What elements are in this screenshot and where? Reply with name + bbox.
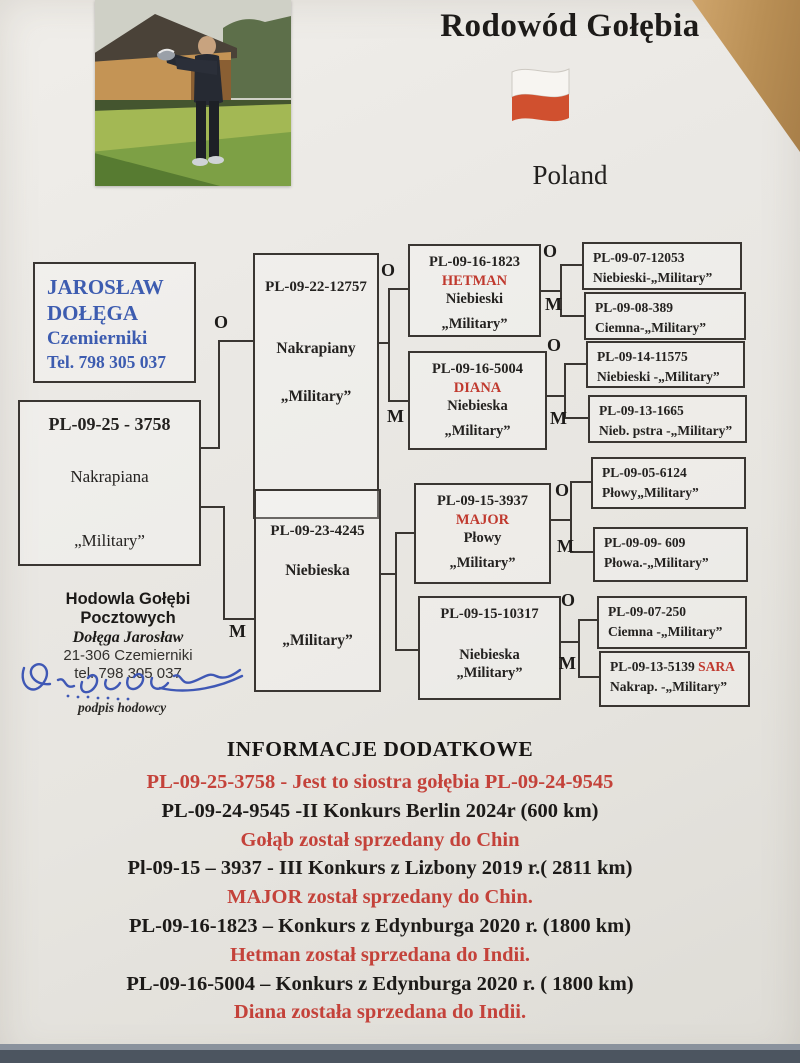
pedigree-box-ggp-1 [582,242,742,290]
info-line: MAJOR został sprzedany do Chin. [227,886,533,909]
pedigree-box-ggp-8 [599,651,750,707]
connector-line [200,506,225,508]
connector-line [546,395,566,397]
pedigree-box-grandmother-maternal [418,596,561,700]
color-label: Nakrapiana [70,467,149,486]
strain-label: „Military” [444,423,511,439]
breeder-name-line2: DOŁĘGA [47,301,139,326]
strain-label: „Military” [449,555,516,571]
pedigree-box-grandmother-paternal [408,351,547,450]
additional-info-section [15,737,745,1027]
color-strain-label: Ciemna-„Military” [595,319,706,335]
poland-flag-icon [506,62,576,130]
pedigree-box-grandfather-paternal [408,244,541,337]
ring-number: PL-09-07-250 [608,604,686,619]
mother-line-label: M [559,653,576,673]
info-line: Hetman został sprzedana do Indii. [229,943,531,966]
color-label: Niebieska [459,647,520,663]
page-title: Rodowód Gołębia [440,8,700,44]
mother-line-label: M [387,406,404,426]
ring-number: PL-09-09- 609 [604,535,686,550]
pigeon-name: HETMAN [441,273,508,289]
father-line-label: O [381,260,396,280]
father-line-label: O [555,480,570,500]
color-strain-label: Ciemna -„Military” [608,623,723,639]
ring-number: PL-09-25 - 3758 [48,414,171,434]
info-line: Gołąb został sprzedany do Chin [240,828,520,851]
connector-line [388,400,410,402]
connector-line [570,481,593,483]
info-line: PL-09-16-5004 – Konkurs z Edynburga 2020 r. ( 1800 km) [126,972,634,995]
ring-number: PL-09-15-3937 [436,493,528,509]
pedigree-box-ggp-4 [588,395,747,443]
color-strain-label: Niebieski-„Military” [593,269,713,285]
breeder-card [33,262,196,383]
pedigree-box-subject [18,400,201,566]
breeder-name-line1: JAROSŁAW [47,275,164,299]
ring-number: PL-09-22-12757 [265,279,367,295]
pedigree-box-ggp-5 [591,457,746,509]
connector-line [395,532,397,651]
info-title: INFORMACJE DODATKOWE [226,737,534,761]
pedigree-box-grandfather-maternal [414,483,551,584]
breeder-photo-image [95,0,291,186]
connector-line [564,363,588,365]
connector-line [578,619,580,678]
loft-owner: Dołęga Jarosław [72,629,184,646]
color-label: Płowy [463,530,502,546]
signature-caption: podpis hodowcy [78,700,167,715]
mother-line-label: M [557,536,574,556]
mother-line-label: M [545,294,562,314]
connector-line [388,288,410,290]
connector-line [560,641,580,643]
mother-line-label: M [229,621,246,641]
pigeon-name: MAJOR [455,512,510,528]
info-line: Diana została sprzedana do Indii. [233,1001,527,1024]
connector-line [560,264,584,266]
color-label: Niebieski [445,291,504,307]
ring-number: PL-09-14-11575 [597,349,688,364]
color-label: Niebieska [285,562,350,579]
country-label: Poland [532,160,608,190]
connector-line [218,340,220,449]
info-line: PL-09-25-3758 - Jest to siostra gołębia PL-09-24-9545 [146,771,614,793]
connector-line [540,290,562,292]
ring-number: PL-09-23-4245 [270,523,365,539]
ring-number [610,657,744,677]
connector-line [395,532,416,534]
ring-number: PL-09-07-12053 [593,250,685,265]
strain-label: „Military” [441,316,508,332]
color-strain-label: Nieb. pstra -„Military” [599,422,733,438]
pedigree-box-ggp-7 [597,596,747,649]
color-label: Niebieska [447,398,508,414]
loft-address: 21-306 Czemierniki [63,647,193,664]
father-line-label: O [547,335,562,355]
pedigree-box-ggp-6 [593,527,748,582]
ring-number: PL-09-08-389 [595,300,673,315]
pigeon-name: SARA [698,659,735,674]
color-strain-label: Płowa.-„Military” [604,554,709,570]
pigeon-name: DIANA [453,380,502,396]
color-strain-label: Nakrap. -„Military” [610,678,727,694]
connector-line [550,519,572,521]
pedigree-box-ggp-3 [586,341,745,388]
ring-number: PL-09-16-5004 [431,361,523,377]
strain-label: „Military” [280,388,352,405]
strain-label: „Military” [456,665,523,681]
breeder-city: Czemierniki [47,327,148,349]
connector-line [200,447,220,449]
info-line: PL-09-16-1823 – Konkurs z Edynburga 2020 r. (1800 km) [128,914,632,937]
mother-line-label: M [550,408,567,428]
info-line: PL-09-24-9545 -II Konkurs Berlin 2024r (600 km) [161,799,599,822]
strain-label: „Military” [282,632,353,649]
ring-number: PL-09-16-1823 [428,254,520,270]
connector-line [560,315,586,317]
connector-line [395,649,420,651]
connector-line [218,340,255,342]
pedigree-box-father [253,253,379,519]
ring-number: PL-09-05-6124 [602,465,687,480]
strain-label: „Military” [74,531,145,550]
connector-line [578,619,599,621]
ring-number: PL-09-13-5139 [610,659,695,674]
breeder-phone: Tel. 798 305 037 [47,352,166,373]
connector-line [564,417,590,419]
loft-phone: tel. 798 305 037 [74,665,182,682]
info-line: Pl-09-15 – 3937 - III Konkurs z Lizbony 2019 r.( 2811 km) [127,857,633,880]
photo-bottom-edge [0,1050,800,1063]
connector-line [388,288,390,402]
father-line-label: O [561,590,576,610]
connector-line [578,676,601,678]
color-label: Nakrapiany [276,340,356,357]
father-line-label: O [214,312,229,332]
color-strain-label: Niebieski -„Military” [597,368,720,384]
breeder-photo [95,0,291,186]
ring-number: PL-09-15-10317 [440,606,539,622]
pedigree-box-ggp-2 [584,292,746,340]
ring-number: PL-09-13-1665 [599,403,684,418]
color-strain-label: Płowy„Military” [602,484,699,500]
father-line-label: O [543,241,558,261]
loft-name: Hodowla Gołębi Pocztowych [65,590,191,627]
pedigree-box-mother [254,489,381,692]
